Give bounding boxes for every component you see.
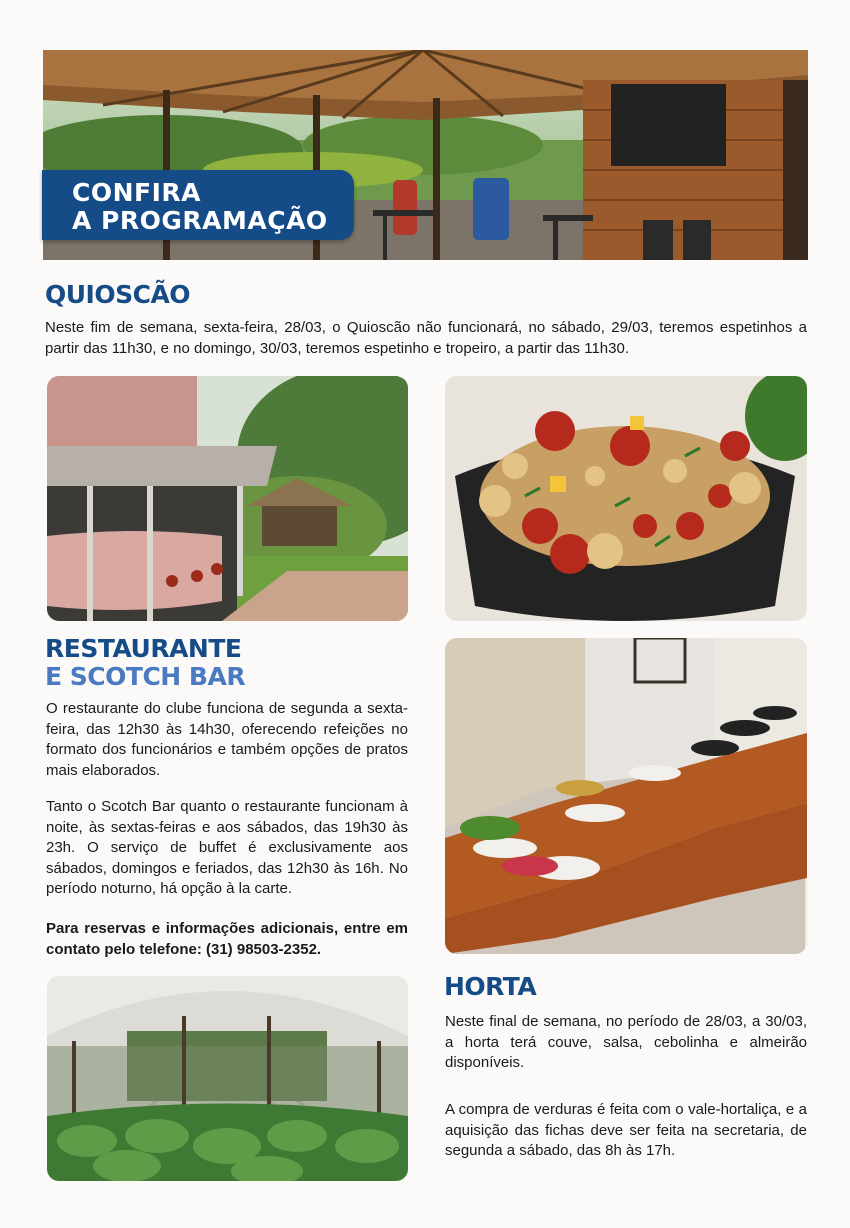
tropeiro-dish-photo (445, 376, 807, 621)
horta-title: HORTA (444, 972, 537, 1001)
banner-line-1: CONFIRA (72, 178, 202, 207)
restaurante-reservas: Para reservas e informações adicionais, entre em contato pelo telefone: (31) 98503-2352. (46, 920, 408, 958)
restaurante-title-line-2: E SCOTCH BAR (45, 662, 246, 691)
greenhouse-photo (47, 976, 408, 1181)
restaurante-para-1: O restaurante do clube funciona de segunda a sexta-feira, das 12h30 às 14h30, oferecendo refeições no formato dos funcionários e também opções de pratos mais elaborados. (46, 700, 408, 779)
quiosco-title: QUIOSCÃO (45, 280, 191, 309)
buffet-photo (445, 638, 807, 954)
restaurant-building-photo (47, 376, 408, 621)
programacao-banner (42, 170, 354, 240)
restaurante-title-line-1: RESTAURANTE (45, 634, 242, 663)
banner-line-2: A PROGRAMAÇÃO (72, 206, 328, 235)
restaurante-para-2: Tanto o Scotch Bar quanto o restaurante funcionam à noite, às sextas-feiras e aos sábados, das 19h30 às 23h. O serviço de buffet é exclusivamente aos sábados, domingos e feriados, das 12h30 às 16h. No período noturno, há opção à la carte. (46, 798, 408, 897)
horta-para-2: A compra de verduras é feita com o vale-hortaliça, e a aquisição das fichas deve ser feita na secretaria, de segunda a sábado, das 8h às 17h. (445, 1101, 807, 1159)
horta-para-1: Neste final de semana, no período de 28/03, a 30/03, a horta terá couve, salsa, cebolinha e almeirão disponíveis. (445, 1013, 807, 1071)
quiosco-text: Neste fim de semana, sexta-feira, 28/03, o Quioscão não funcionará, no sábado, 29/03, teremos espetinhos a partir das 11h30, e no domingo, 30/03, teremos espetinho e tropeiro, a partir das 11h30. (45, 319, 807, 357)
